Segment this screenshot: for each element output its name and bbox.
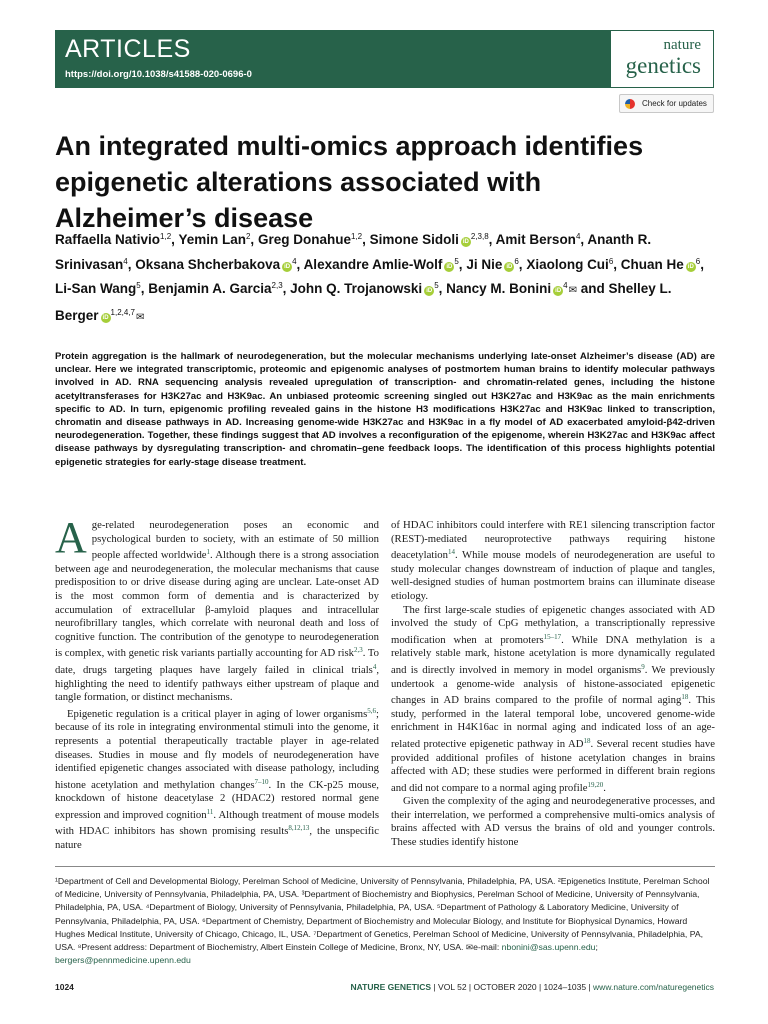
author-name[interactable]: Yemin Lan: [178, 232, 246, 247]
author-name[interactable]: Ananth R. Srinivasan: [55, 232, 652, 272]
author-name[interactable]: Li-San Wang: [55, 281, 137, 297]
body-column-right: [391, 519, 715, 850]
logo-nature: nature: [663, 37, 701, 53]
author-affiliation-sup: 4: [292, 256, 297, 266]
author-name[interactable]: Simone Sidoli: [369, 232, 459, 247]
author-affiliation-sup: 6: [608, 256, 614, 266]
author-name[interactable]: Ji Nie: [466, 256, 503, 272]
orcid-icon[interactable]: iD: [102, 314, 109, 321]
logo-genetics: genetics: [625, 53, 701, 78]
journal-logo: [610, 30, 714, 88]
author-affiliation-sup: 4: [563, 281, 568, 291]
author-name[interactable]: Amit Berson: [495, 232, 576, 247]
footer-volume: | VOL 52 | OCTOBER 2020 | 1024–1035 |: [431, 982, 594, 992]
body-paragraph: Age-related neurodegeneration poses an economic and psychological burden to society, with an estimate of 50 million people affected worldwide$^1$. Although there is a strong association between age and neurodegeneration, the molecular mechanisms that cause predisposition to or drive disease during aging are unclear. Late-onset AD is the most common form of dementia and is characterized by accumulation of extracellular β-amyloid plaques and intracellular neurofibrillary tangles, which correlate with neuronal death and loss of cognitive function. The contribution of the genotype to neurodegeneration is complex, with genetic risk variants partially accounting for AD risk$^{2,3}$. To date, drugs targeting plaques have largely failed in clinical trials$^4$, highlighting the need to identify pathways either upstream of plaque and tangle formation, or distinct mechanisms.: [55, 513, 379, 704]
reference-citation[interactable]: 1: [206, 548, 211, 557]
reference-citation[interactable]: 4: [372, 662, 377, 671]
body-paragraph: Epigenetic regulation is a critical player in aging of lower organisms$^{5,6}$; because of its role in integrating environmental stimuli into the genome, it represents a potential therapeutically tractable player in age-related diseases. Studies in mouse and fly models of neurodegeneration have identified epigenetic changes associated with disease pathology, including histone acetylation and methylation changes$^{7-10}$. In the CK-p25 mouse, knockdown of histone deacetylase 2 (HDAC2) restored normal gene expression and improved cognition$^{11}$. Although treatment of mouse models with HDAC inhibitors has shown promising results$^{8,12,13}$, the unspecific nature: [55, 706, 379, 852]
reference-citation[interactable]: 8,12,13: [288, 824, 310, 833]
orcid-icon[interactable]: iD: [462, 239, 469, 245]
reference-citation[interactable]: 9: [641, 662, 645, 671]
footer-citation: [351, 982, 715, 992]
body-paragraph: Given the complexity of the aging and neurodegenerative processes, and their interrelation, we performed a comprehensive multi-omics analysis of brains affected with AD versus the brains of old and younger controls. These studies identify histone: [391, 795, 715, 849]
author-list: Raffaella Nativio$^{1,2}$, Yemin Lan$^2$, Greg Donahue$^{1,2}$, Simone Sidoli iD$^{2,3,8}$, Amit Berson$^4$, Ananth R. Srinivasan$^4$, Oksana Shcherbakova $iD^4$, Alexandre Amlie-Wolf $iD^5$, Ji Nie $iD^6$, Xiaolong Cui$^6$, Chuan He $iD^6$, Li-San Wang$^5$, Benjamin A. Garcia$^{2,3}$, John Q. Trojanowski $iD^5$, Nancy M. Bonini $iD^4✉$ and Shelley L. Berger iD$^{1,2,4,7}$✉: [55, 232, 705, 323]
author-name[interactable]: John Q. Trojanowski: [290, 281, 423, 297]
reference-citation[interactable]: 18: [681, 693, 689, 702]
reference-citation[interactable]: 5,6: [367, 706, 377, 715]
author-name[interactable]: Raffaella Nativio: [55, 232, 161, 247]
reference-citation[interactable]: 2,3: [353, 646, 363, 655]
reference-citation[interactable]: 15–17: [543, 632, 562, 641]
crossmark-icon: [625, 99, 635, 109]
check-for-updates-button[interactable]: [619, 94, 714, 113]
reference-citation[interactable]: 18: [583, 736, 591, 745]
footer-journal: NATURE GENETICS: [350, 982, 432, 992]
footer-url[interactable]: www.nature.com/naturegenetics: [593, 982, 714, 992]
reference-citation[interactable]: 11: [206, 807, 214, 816]
body-paragraph: The first large-scale studies of epigenetic changes associated with AD involved the study of CpG methylation, a transcriptionally repressive modification when at promoters$^{15-17}$. While DNA methylation is a relatively stable mark, histone acetylation is more dynamically regulated and is directly involved in memory in model organisms$^9$. We previously undertook a genome-wide analysis of histone-associated epigenetic changes in AD brains compared to the profile of normal aging$^{18}$. This study, performed in the lateral temporal lobe, uncovered genome-wide enrichment in H4K16ac in normal aging and indicated loss of an age-related protective epigenetic pathway in AD$^{18}$. Several recent studies have provided additional profiles of histone acetylation changes in brains affected with AD; these studies were performed in different brain regions and did not compare to a normal aging profile$^{19,20}$.: [391, 603, 715, 794]
reference-citation[interactable]: 7–10: [254, 777, 269, 786]
email-link[interactable]: nbonini@sas.upenn.edu: [501, 942, 596, 953]
check-for-updates-label: Check for updates: [642, 99, 707, 108]
author-affiliation-sup: 4: [575, 232, 581, 241]
footnote-divider: [55, 866, 715, 867]
author-affiliation-sup: 2,3: [271, 281, 283, 291]
author-name[interactable]: Nancy M. Bonini: [446, 281, 552, 297]
author-name[interactable]: Greg Donahue: [257, 232, 351, 247]
author-name[interactable]: Oksana Shcherbakova: [135, 256, 281, 272]
author-affiliation-sup: 1,2: [160, 232, 172, 241]
affiliations: ¹Department of Cell and Developmental Biology, Perelman School of Medicine, University of Pennsylvania, Philadelphia, PA, USA. ²Epigenetics Institute, Perelman School of Medicine, University of Pennsylvania, Philadelphia, PA, USA. ³Department of Biochemistry and Biophysics, Perelman School of Medicine, University of Pennsylvania, Philadelphia, PA, USA. ⁴Department of Biology, University of Pennsylvania, Philadelphia, PA, USA. ⁵Department of Pathology & Laboratory Medicine, University of Pennsylvania, Philadelphia, PA, USA. ⁶Department of Chemistry, Department of Biochemistry and Molecular Biology, and Institute for Biophysical Dynamics, Howard Hughes Medical Institute, University of Chicago, Chicago, IL, USA. ⁷Department of Genetics, Perelman School of Medicine, University of Pennsylvania, Philadelphia, PA, USA. ⁸Present address: Department of Biochemistry, Albert Einstein College of Medicine, Bronx, NY, USA. ✉e-mail: nbonini@sas.upenn.edu; bergers@pennmedicine.upenn.edu: [55, 876, 710, 966]
page-number: 1024: [55, 982, 74, 992]
author-affiliation-sup: 1,2: [350, 232, 363, 241]
author-affiliation-sup: 6: [514, 256, 519, 266]
reference-citation[interactable]: 14: [447, 548, 455, 557]
abstract: Protein aggregation is the hallmark of neurodegeneration, but the molecular mechanisms underlying late-onset Alzheimer’s disease (AD) are unclear. Here we integrated transcriptomic, proteomic and epigenomic analyses of postmortem human brains to identify molecular pathways involved in AD. RNA sequencing analysis revealed upregulation of transcription- and chromatin-related genes, including the histone acetyltransferases for H3K27ac and H3K9ac. An unbiased proteomic screening singled out H3K27ac and H3K9ac as the main enrichments specific to AD. In turn, epigenomic profiling revealed gains in the histone H3 modifications H3K27ac and H3K9ac linked to transcription, chromatin and disease pathways in AD. Increasing genome-wide H3K27ac and H3K9ac in a fly model of AD exacerbated amyloid-β42-driven neurodegeneration. Together, these findings suggest that AD involves a reconfiguration of the epigenome, wherein H3K27ac and H3K9ac affect disease pathways by dysregulating transcription- and chromatin–gene feedback loops. The identification of this process highlights potential epigenetic strategies for early-stage disease treatment.: [55, 351, 715, 468]
mail-icon[interactable]: ✉: [136, 311, 145, 323]
author-affiliation-sup: 1,2,4,7: [110, 307, 135, 317]
author-affiliation-sup: 5: [136, 281, 141, 291]
doi-link[interactable]: https://doi.org/10.1038/s41588-020-0696-0: [65, 69, 252, 80]
orcid-icon[interactable]: iD: [426, 288, 433, 295]
email-link[interactable]: bergers@pennmedicine.upenn.edu: [55, 955, 191, 966]
orcid-icon[interactable]: iD: [687, 263, 694, 270]
section-label: ARTICLES: [65, 35, 191, 63]
author-affiliation-sup: 2,3,8: [470, 232, 489, 241]
author-affiliation-sup: 2: [245, 232, 251, 241]
article-header-banner: [55, 30, 714, 88]
author-affiliation-sup: 6: [695, 256, 701, 266]
author-name[interactable]: Xiaolong Cui: [526, 256, 609, 272]
author-name[interactable]: Chuan He: [620, 256, 684, 272]
article-title: An integrated multi-omics approach identifies epigenetic alterations associated with Alzheimer’s disease: [55, 131, 644, 233]
affiliation-text: ¹Department of Cell and Developmental Biology, Perelman School of Medicine, University of Pennsylvania, Philadelphia, PA, USA. ²Epigenetics Institute, Perelman School of Medicine, University of Pennsylvania, Philadelphia, PA, USA. ³Department of Biochemistry and Biophysics, Perelman School of Medicine, University of Pennsylvania, Philadelphia, PA, USA. ⁴Department of Biology, University of Pennsylvania, Philadelphia, PA, USA. ⁵Department of Pathology & Laboratory Medicine, University of Pennsylvania, Philadelphia, PA, USA. ⁶Department of Chemistry, Department of Biochemistry and Molecular Biology, and Institute for Biophysical Dynamics, Howard Hughes Medical Institute, University of Chicago, Chicago, IL, USA. ⁷Department of Genetics, Perelman School of Medicine, University of Pennsylvania, Philadelphia, PA, USA. ⁸Present address: Department of Biochemistry, Albert Einstein College of Medicine, Bronx, NY, USA.: [55, 876, 710, 953]
body-column-left: [55, 513, 379, 853]
author-affiliation-sup: 5: [454, 256, 459, 266]
mail-icon[interactable]: ✉: [568, 285, 578, 297]
body-paragraph: of HDAC inhibitors could interfere with RE1 silencing transcription factor (REST)-mediated neuroprotective pathways requiring histone deacetylation$^{14}$. While mouse models of neurodegeneration are useful to study molecular changes downstream of induction of plaque and tangles, well-designed studies of human postmortem brains can illuminate disease etiology.: [391, 519, 715, 602]
drop-cap: A: [55, 513, 87, 562]
email-label: e-mail:: [473, 942, 500, 953]
orcid-icon[interactable]: iD: [506, 263, 513, 270]
author-name[interactable]: Alexandre Amlie-Wolf: [303, 256, 443, 272]
author-affiliation-sup: 4: [123, 256, 128, 266]
reference-citation[interactable]: 19,20: [587, 780, 604, 789]
author-affiliation-sup: 5: [434, 281, 439, 291]
author-name[interactable]: Shelley L. Berger: [55, 281, 672, 323]
orcid-icon[interactable]: iD: [446, 263, 453, 270]
orcid-icon[interactable]: iD: [555, 288, 562, 295]
orcid-icon[interactable]: iD: [284, 263, 291, 270]
author-name[interactable]: Benjamin A. Garcia: [148, 281, 272, 297]
mail-icon: ✉: [465, 942, 474, 953]
